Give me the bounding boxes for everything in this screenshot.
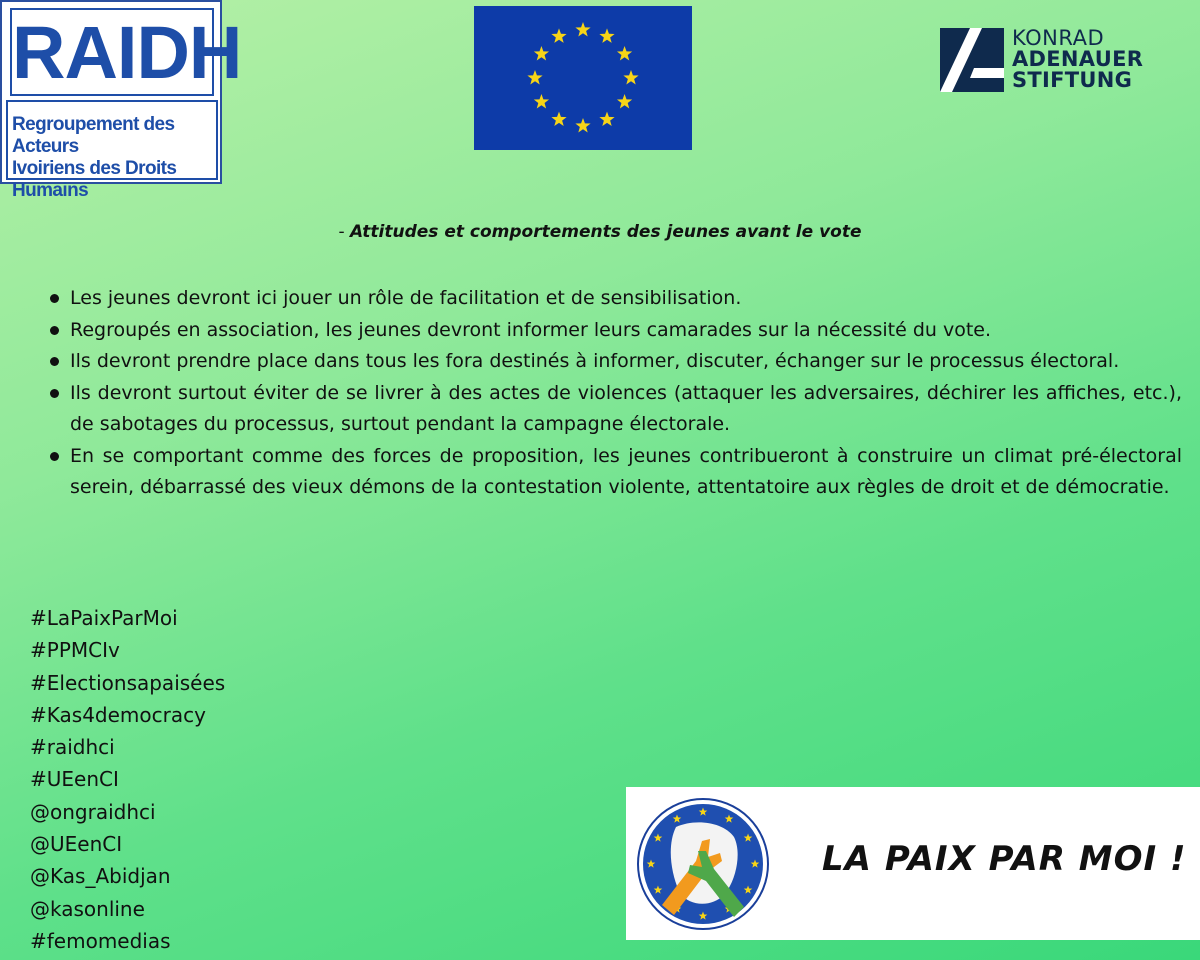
bullet-icon xyxy=(50,389,59,398)
bullet-list xyxy=(48,283,1182,504)
hashtag-list xyxy=(30,602,225,957)
raidh-subtitle-line1: Regroupement des Acteurs xyxy=(12,114,175,157)
bullet-text: Les jeunes devront ici jouer un rôle de facilitation et de sensibilisation. xyxy=(70,287,742,309)
bullet-icon xyxy=(50,452,59,461)
raidh-subtitle xyxy=(6,100,218,201)
kas-wordmark xyxy=(1012,28,1143,91)
raidh-subtitle-line2: Ivoiriens des Droits Humains xyxy=(12,158,177,201)
section-heading xyxy=(0,222,1200,242)
hands-over-map-icon xyxy=(636,797,770,931)
la-paix-par-moi-banner xyxy=(626,787,1200,940)
bullet-icon xyxy=(50,294,59,303)
hashtag-item: @kasonline xyxy=(30,896,145,921)
hashtag-item: #Kas4democracy xyxy=(30,702,206,727)
hashtag-item: #PPMCIv xyxy=(30,638,120,663)
bullet-text: Ils devront prendre place dans tous les fora destinés à informer, discuter, échanger sur le processus électoral. xyxy=(70,350,1120,372)
list-item xyxy=(48,283,1182,315)
hashtag-item: @ongraidhci xyxy=(30,799,156,824)
hashtag-item: #femomedias xyxy=(30,928,171,953)
banner-slogan: LA PAIX PAR MOI ! xyxy=(822,839,1187,879)
hashtag-item: #Electionsapaisées xyxy=(30,670,226,695)
kas-line1: KONRAD xyxy=(1012,26,1105,50)
raidh-acronym: RAIDH xyxy=(10,8,214,96)
bullet-icon xyxy=(50,357,59,366)
hashtag-item: #LaPaixParMoi xyxy=(30,606,178,630)
bullet-text: Ils devront surtout éviter de se livrer à des actes de violences (attaquer les adversaires, déchirer les affiches, etc.), de sabotages du processus, surtout pendant la campagne électorale. xyxy=(70,381,1182,435)
kas-line2: ADENAUER xyxy=(1012,47,1144,71)
bullet-text: Regroupés en association, les jeunes devront informer leurs camarades sur la nécessité du vote. xyxy=(70,318,992,341)
raidh-logo xyxy=(0,0,242,201)
hashtag-item: #raidhci xyxy=(30,735,115,760)
bullet-text: En se comportant comme des forces de proposition, les jeunes contribueront à construire un climat pré-électoral serein, débarrassé des vieux démons de la contestation violente, attentatoire aux règles de droit et de démocratie. xyxy=(70,444,1182,498)
list-item xyxy=(48,378,1182,441)
list-item xyxy=(48,441,1182,504)
kas-logo xyxy=(940,28,1160,94)
hashtag-item: #UEenCI xyxy=(30,767,119,792)
list-item xyxy=(48,315,1182,347)
hashtag-item: @Kas_Abidjan xyxy=(30,864,171,889)
heading-prefix: - xyxy=(338,222,351,242)
kas-mark-icon xyxy=(940,28,1004,92)
list-item xyxy=(48,346,1182,378)
kas-line3: STIFTUNG xyxy=(1012,68,1133,92)
bullet-icon xyxy=(50,326,59,335)
heading-text: Attitudes et comportements des jeunes avant le vote xyxy=(350,222,862,242)
eu-flag-icon xyxy=(474,6,692,150)
hashtag-item: @UEenCI xyxy=(30,832,123,857)
